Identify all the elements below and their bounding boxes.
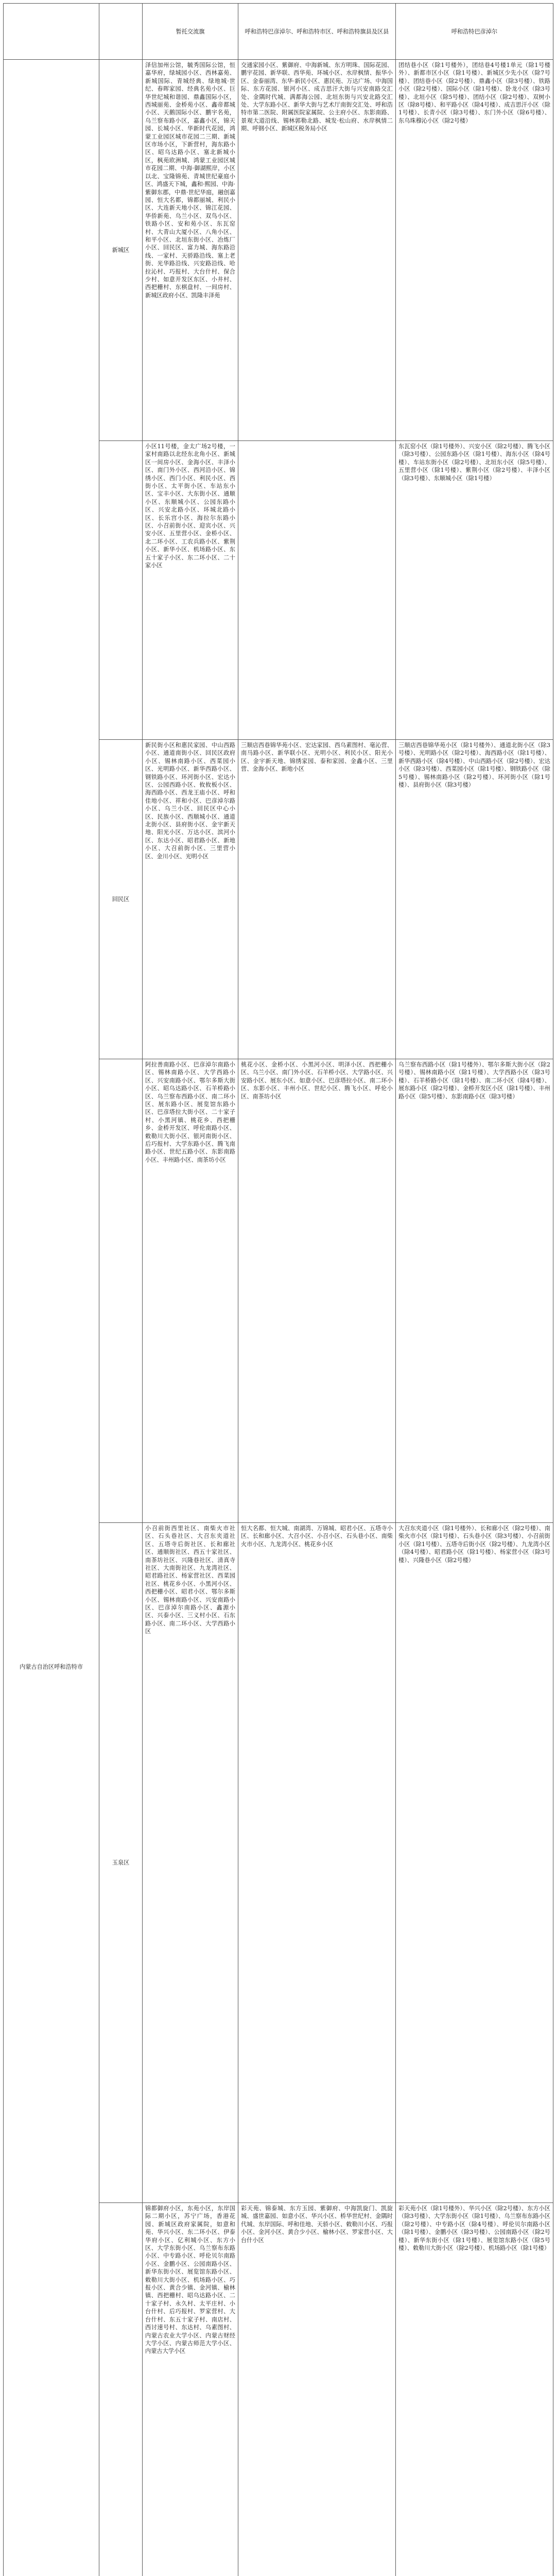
district-cell (99, 1059, 143, 1523)
area-cell: 恒大名都、恒大城、南湖湾、万锦城、昭君小区、五塔寺小区、长和廊小区、大召小区、小召小区、石头巷小区、南柴火市小区、九龙湾小区、桃花乡小区 (238, 1523, 396, 2203)
area-cell: 团结巷小区（除1号楼外），团结巷4号楼1单元（除1号楼外）、新都市区小区（除1号楼）、新城区少先小区（除7号楼）、团结巷小区（除2号楼）、鼎鑫小区（除3号楼）、铁路小区（除2号楼）、国际小区（除1号楼）、卧龙小区（除3号楼）、北垣小区（除5号楼）、团结小区（除2号楼）、双树小区（除8号楼）、和平路小区（除4号楼）、成吉思汗小区（除1号楼）、长青小区（除3号楼）、东门外小区（除6号楼）、东乌珠穆沁小区（除2号楼） (396, 60, 553, 441)
area-cell: 泽信加州公馆，毓秀国际公馆，恒嘉华府，绿城园小区、西林嘉苑、新城国际、青城经典、绿地城·世纪、春晖家园、经典名苑小区、巨华世纪城和谐园、鼎鑫国际小区，西城丽苑、金桥苑小区、鑫帝都城小区、天鹅国际小区、鹏宇名苑，乌兰察布路小区，嘉鑫小区，锦天园、长城小区、华新时代花园，鸿蒙工业园区城市花园二三期、新城区市场小区，下新营村，海东路小区、昭乌达路小区、塞北新城小区，枫苑欧洲城、鸿蒙工业园区城市花园二期、中海·御湖熙岸，小区以北、宝隆锦苑、青城世纪豪庭小区、鸿盛天下城，鑫和·熙园、中海·紫御东郡，中鼎·世纪华庭，融创嘉园、恒大名都，锦都丽城、利民小区、大连新天地小区、锦江花园、华侨新苑、乌兰小区、双鸟小区、铁路小区、安和苑小区、东瓦窑村、大青山大厦小区、八角小区、和平小区、北垣东街小区、冶炼厂小区、回民区、富力城、海东路沿线、一家村、天骄路沿线、塞上老街、光华路沿线、兴安路沿线、哈拉沁村、巧报村、大台什村、保合少村、如意开发区东区、小井村、西把栅村、东棋盘村、一间房村、新城区政府小区、凯隆丰泽苑 (143, 60, 238, 441)
header-temporary-area: 暂托交流旗 (143, 4, 238, 60)
area-cell: 桃花小区、金桥小区、小黑河小区、明泽小区、西把栅小区、乌兰小区、南门外小区、石羊桥小区、大学路小区、兴安路小区、展东小区、如意小区、巴彦塔拉小区、南二环小区、东影小区、丰州小区、世纪小区、腾飞小区、呼伦小区、南茶坊小区 (238, 1059, 396, 1523)
area-cell: 小召前街西里社区、南柴火市社区、石头巷社区、大召东夹道社区、五塔寺后街社区、长和廊社区、通顺街社区、西五十家社区、南茶坊社区、兴隆巷社区、清真寺社区、大南街社区、九龙湾社区、昭君路社区、杨家营社区、西菜园社区、桃花乡小区、小黑河小区、西把栅小区、昭君小区、鄂尔多斯小区、锡林南路小区、兴安南路小区、巴彦淖尔南路小区、鑫源小区、兴泰小区、三义村小区、石东路小区、南二环小区、大学西路小区 (143, 1523, 238, 2203)
district-cell: 新城区 (99, 60, 143, 441)
area-cell: 乌兰察布西路小区（除1号楼外）、鄂尔多斯大街小区（除2号楼）、锡林南路小区（除1号楼）、大学西路小区（除3号楼）、石羊桥路小区（除1号楼）、南二环小区（除4号楼）、展东路小区（除2号楼）、金桥开发区小区（除1号楼）、丰州路小区（除5号楼）、东影南路小区（除3号楼） (396, 1059, 553, 1523)
area-cell: 彩天苑小区（除1号楼外）、华兴小区（除2号楼）、东方小区（除3号楼）、大学东街小区（除1号楼）、乌兰察布东路小区（除2号楼）、中专路小区（除4号楼）、呼伦贝尔南路小区（除1号楼）、金鹏小区（除3号楼）、公园南路小区（除2号楼）、新华东街小区（除1号楼）、展览馆东路小区（除5号楼）、敕勒川大街小区（除2号楼）、机场路小区（除1号楼） (396, 2203, 553, 2576)
area-cell: 彩天苑、锦泰城、东方玉园、紫御府、中海凯旋门、凯旋城、盛世嘉园、如意小区、华兴小区、桥华世纪村、金隅时代城、东岸国际、呼和佳地、天骄小区、敕勒川小区、巧报小区、金河小区、黄合少小区、榆林小区、罗家营小区、大台什小区 (238, 2203, 396, 2576)
district-cell (99, 2203, 143, 2576)
area-cell: 三顺店西巷锦华苑小区、宏达家园、西乌素图村、毫沁营、南马路小区、新华联小区、光明小区、利民小区、阳光小区、金宇新天地、锦绣家园、泰和家园、金鑫小区、三里营、金海小区、新地小区 (238, 740, 396, 1059)
header-other-areas: 呼和浩特巴彦淖尔 (396, 4, 553, 60)
region-cell: 内蒙古自治区呼和浩特市 (4, 60, 99, 2576)
area-cell: 小区11号楼，金太广场2号楼，一家村南路以北经东北角小区、新城区一间房小区、金海小区、丰泽小区、南门外小区、西河沿小区、锦绣小区、西门小区、利民小区、西街小区、太平街小区、车站东小区、宝丰小区、大东街小区、通顺小区、东顺城小区、公园东路小区、兴安北路小区、环城北路小区、长乐宫小区、海拉尔东路小区、小召前街小区、迎宾小区、兴安小区、五里营小区、金桥小区、北二环小区、工农兵路小区、紫荆小区、新华小区、机场路小区、东五十家子小区、东二环小区、二十家小区 (143, 441, 238, 740)
area-cell: 锦都御府小区，东苑小区，东岸国际二期小区，苏宁广场，香港花园、新城区政府家属院，如意和苑、华兴小区、东二环小区、伊泰华府小区、亿利城小区、东方小区、大学东街小区、乌兰察布东路小区、中专路小区、呼伦贝尔南路小区、金鹏小区、公园南路小区、新华东街小区、展览馆东路小区、敕勒川大街小区、机场路小区、巧报小区、黄合少镇、金河镇、榆林镇、西把栅村、昭乌达路小区、二十家子村、永久村、太平庄村、小台什村、后巧报村、罗家营村、大台什村、东五十家子村、南店村、西讨速号村、东达村、乌素图村、内蒙古农业大学小区、内蒙古财经大学小区、内蒙古师范大学小区、内蒙古大学小区 (143, 2203, 238, 2576)
area-cell: 三顺店西巷锦华苑小区（除1号楼外）、通道北街小区（除3号楼）、光明路小区（除2号楼）、海西路小区（除1号楼）、新华西路小区（除4号楼）、中山西路小区（除2号楼）、宏达小区（除3号楼）、西菜园小区（除1号楼）、钢铁路小区（除5号楼）、锡林南路小区（除2号楼）、环河街小区（除1号楼）、县府街小区（除3号楼） (396, 740, 553, 1059)
table-row (4, 60, 553, 441)
header-row (4, 4, 553, 60)
area-cell: 新民街小区和惠民家园、中山西路小区、通道南街小区、回民区政府小区、锡林南路小区、西菜园小区、光明路小区、新华西路小区、钢铁路小区、环河街小区、宏达小区、公园西路小区、攸攸板小区、海西路小区、西龙王庙小区、呼和佳地小区、祥和小区、巴彦淖尔路小区、乌兰小区、回民区中心小区、民族小区、西顺城小区、通道北街小区、县府街小区、金宇新天地、阳光小区、万达小区、滨河小区、东达小区、昭君路小区、新地小区、大召前街小区、三里营小区、金川小区、光明小区 (143, 740, 238, 1059)
district-cell (99, 441, 143, 740)
district-cell: 回民区 (99, 740, 143, 1059)
header-city-areas: 呼和浩特巴彦淖尔、呼和浩特市区、呼和浩特旗县及区县 (238, 4, 396, 60)
area-cell: 交通家园小区、紫御府、中海新城、东方明珠、国际花园、鹏宇花园、新华联、西华苑、环城小区、水岸枫情、振华小区、金泰丽湾、东华·新民小区、惠民苑、万达广场、中海国际、东方花园、银河小区、成吉思汗大街与兴安南路交汇处、金隅时代城、满都海公园、北垣东街与兴安北路交汇处、大学东路小区、新华大街与艺术厅南街交汇处、呼和浩特市第二医院、附属医院家属院、公主府小区、东影南路、景观大道沿线、锡林郭勒北路、城发·松山府、水岸枫情二期、呼钢小区、新城区税务局小区 (238, 60, 396, 441)
area-table (3, 3, 553, 2576)
area-cell (238, 441, 396, 740)
district-cell: 玉泉区 (99, 1523, 143, 2203)
header-region (4, 4, 99, 60)
area-cell: 东瓦窑小区（除1号楼外）、兴安小区（除2号楼）、腾飞小区（除3号楼）、公园东路小区（除1号楼）、海东小区（除4号楼）、车站东街小区（除2号楼）、北垣东小区（除5号楼）、五里营小区（除1号楼）、紫荆小区（除2号楼）、丰泽小区（除3号楼）、东顺城小区（除1号楼） (396, 441, 553, 740)
area-cell: 大召东夹道小区（除1号楼外）、长和廊小区（除2号楼）、南柴火市小区（除1号楼）、石头巷小区（除3号楼）、小召前街小区（除1号楼）、五塔寺后街小区（除2号楼）、九龙湾小区（除4号楼）、昭君路小区（除1号楼）、杨家营小区（除3号楼）、兴隆巷小区（除2号楼） (396, 1523, 553, 2203)
header-district (99, 4, 143, 60)
area-cell: 阿拉善南路小区、巴彦淖尔南路小区、锡林南路小区、大学西路小区、兴安南路小区、鄂尔多斯大街小区、昭乌达路小区、石羊桥路小区、乌兰察布西路小区、南二环小区、展东路小区、展览馆东路小区、巴彦塔拉大街小区、二十家子村、小黑河镇、桃花乡、西把栅乡、金桥开发区、呼伦南路小区、敕勒川大街小区、银河南街小区、后巧报村、大学东路小区、腾飞南路小区、世纪五路小区、东影南路小区、丰州路小区、南茶坊小区 (143, 1059, 238, 1523)
